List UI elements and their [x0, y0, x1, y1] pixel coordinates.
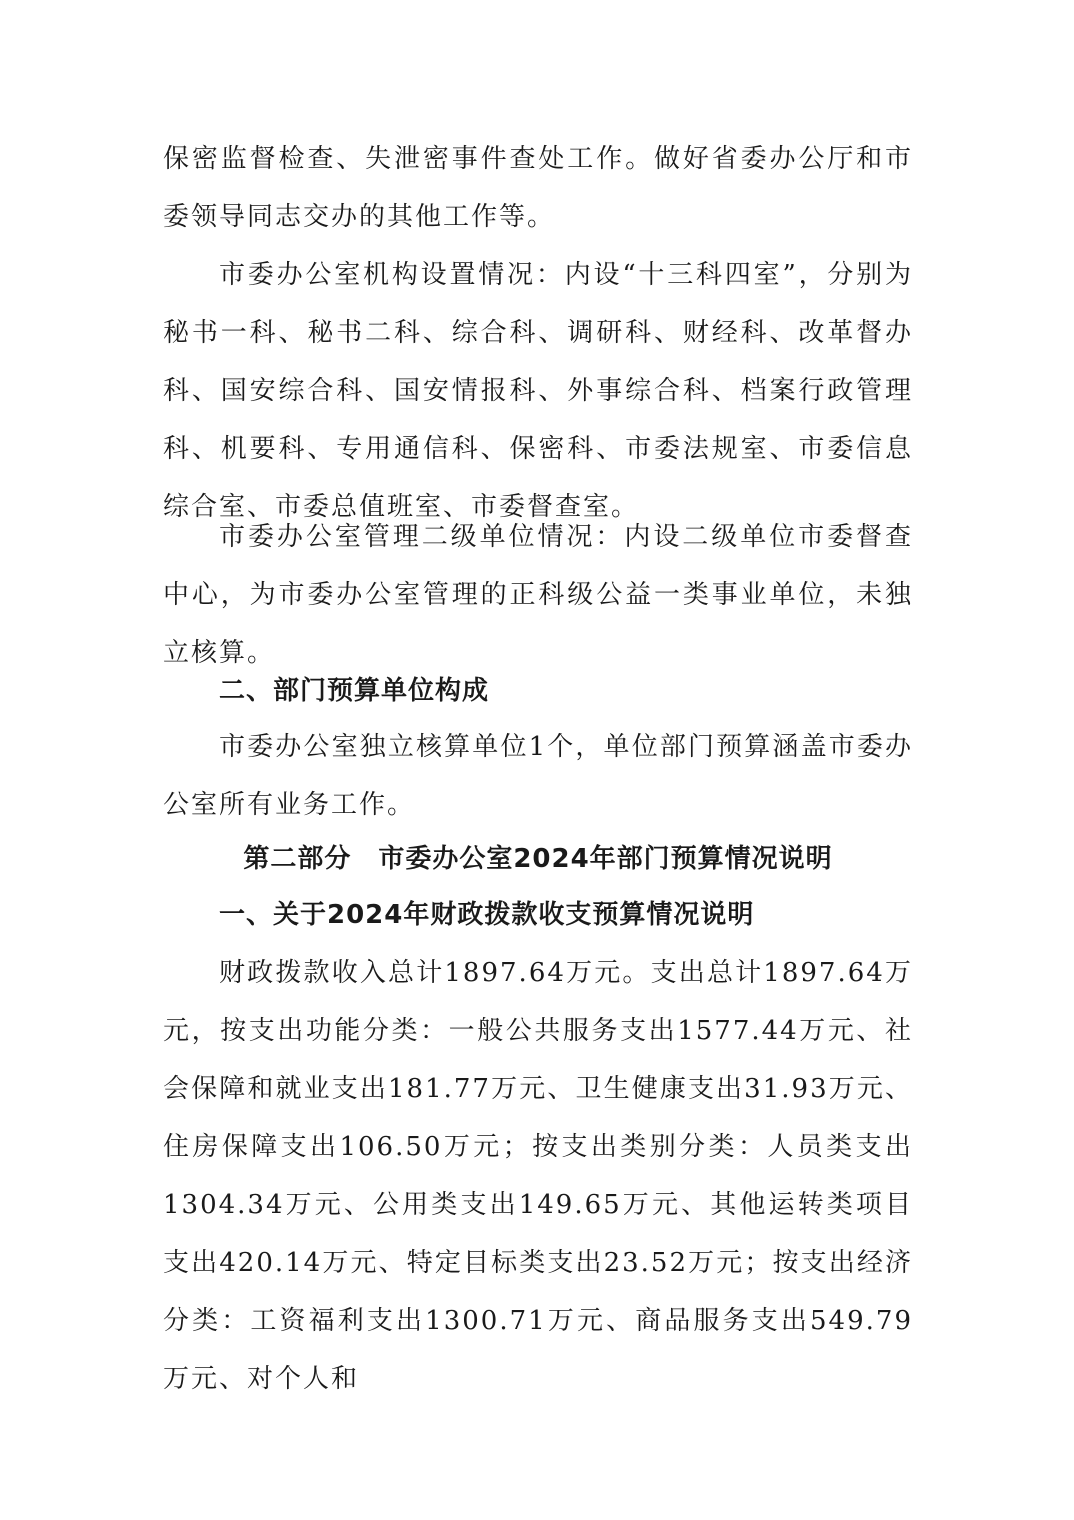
paragraph-duties-continuation: 保密监督检查、失泄密事件查处工作。做好省委办公厅和市委领导同志交办的其他工作等。 [163, 144, 913, 232]
paragraph-budget-units: 市委办公室独立核算单位1个，单位部门预算涵盖市委办公室所有业务工作。 [163, 732, 913, 820]
paragraph-institution-setup: 市委办公室机构设置情况：内设“十三科四室”，分别为秘书一科、秘书二科、综合科、调研科、财经科、改革督办科、国安综合科、国安情报科、外事综合科、档案行政管理科、机要科、专用通信科、保密科、市委法规室、市委信息综合室、市委总值班室、市委督查室。 [163, 260, 913, 522]
part-heading-budget-explanation: 第二部分 市委办公室2024年部门预算情况说明 [243, 844, 833, 874]
section-heading-budget-units: 二、部门预算单位构成 [219, 676, 490, 706]
paragraph-fiscal-income-expenditure: 财政拨款收入总计1897.64万元。支出总计1897.64万元，按支出功能分类：一般公共服务支出1577.44万元、社会保障和就业支出181.77万元、卫生健康支出31.93万元、住房保障支出106.50万元；按支出类别分类：人员类支出1304.34万元、公用类支出149.65万元、其他运转类项目支出420.14万元、特定目标类支出23.52万元；按支出经济分类：工资福利支出1300.71万元、商品服务支出549.79万元、对个人和 [163, 958, 913, 1394]
paragraph-secondary-units: 市委办公室管理二级单位情况：内设二级单位市委督查中心，为市委办公室管理的正科级公益一类事业单位，未独立核算。 [163, 522, 913, 668]
subsection-heading-fiscal-budget: 一、关于2024年财政拨款收支预算情况说明 [219, 900, 755, 930]
